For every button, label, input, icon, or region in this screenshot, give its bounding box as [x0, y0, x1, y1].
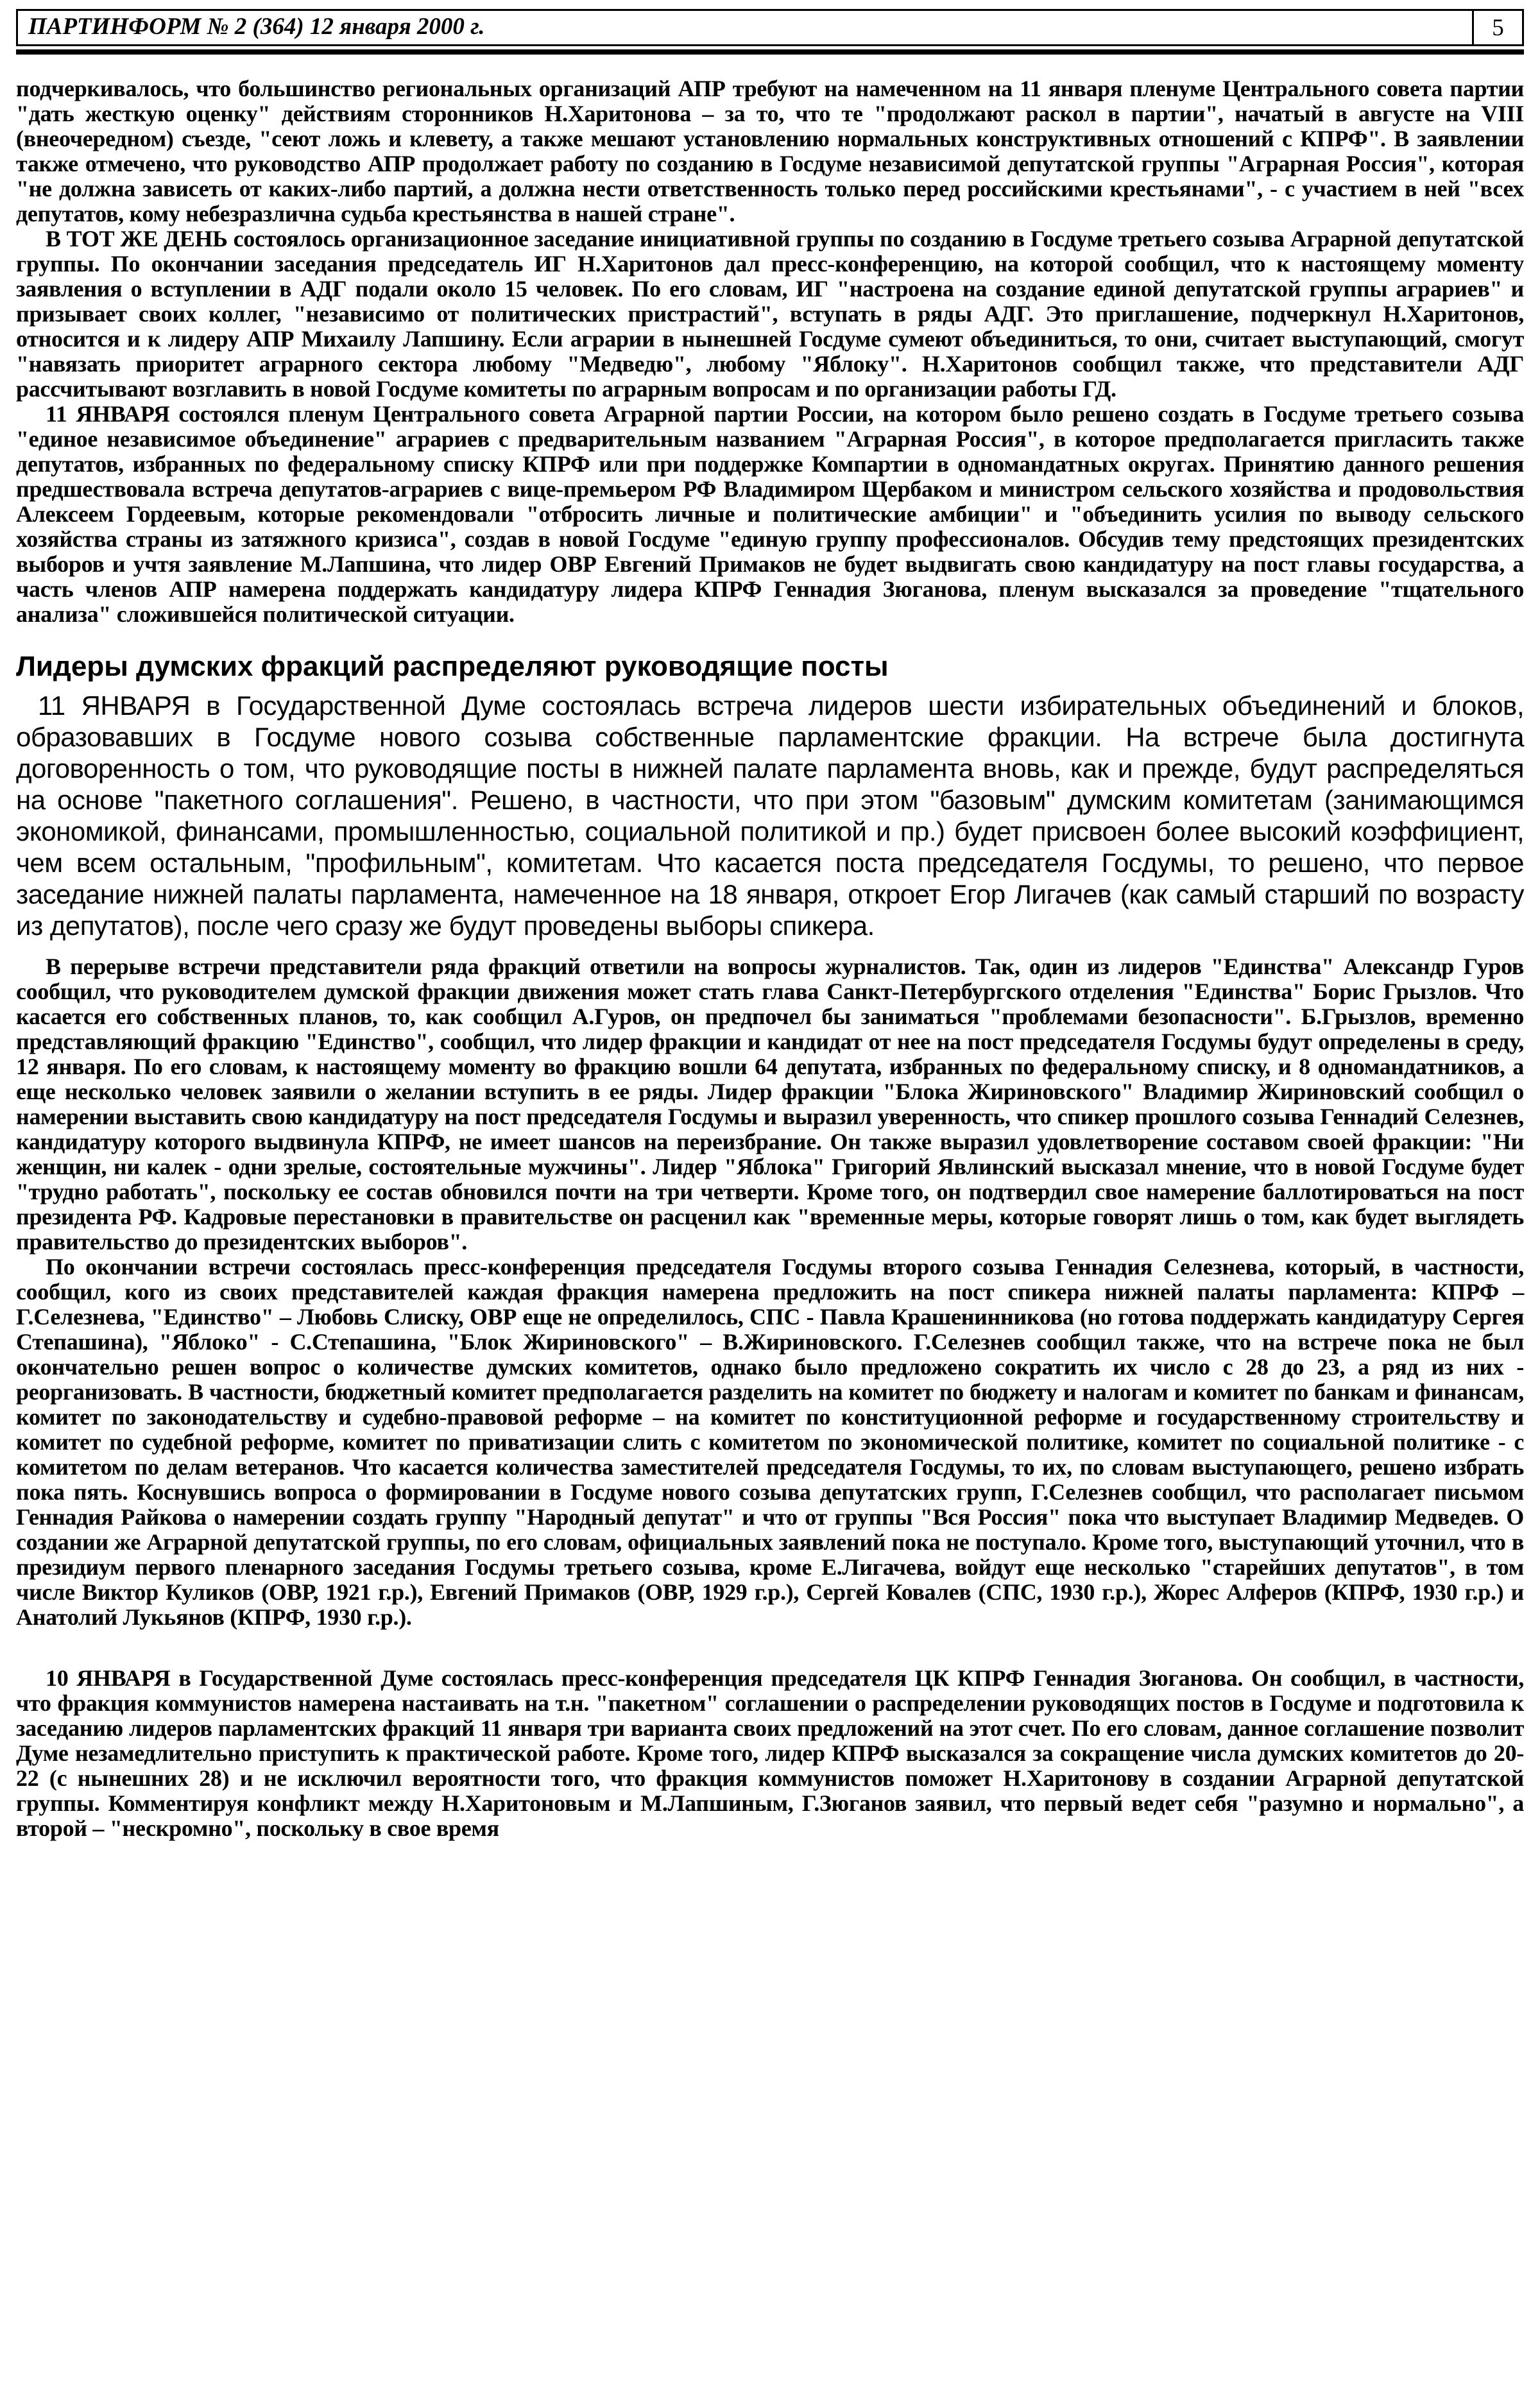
page-number: 5: [1492, 14, 1504, 41]
header-rule: [16, 49, 1524, 55]
paragraph-jan11-plenum: 11 ЯНВАРЯ состоялся пленум Центрального совета Аграрной партии России, на котором было решено создать в Госдуме третьего созыва "единое независимое объединение" аграриев с предварительным названием "Аграрная Россия", в которое предполагается пригласить также депутатов, избранных по федеральному списку КПРФ или при поддержке Компартии в одномандатных округах. Принятию данного решения предшествовала встреча депутатов-аграриев с вице-премьером РФ Владимиром Щербаком и министром сельского хозяйства и продовольствия Алексеем Гордеевым, которые рекомендовали "отбросить личные и политические амбиции" и "объединить усилия по выводу сельского хозяйства страны из затяжного кризиса", создав в новой Госдуме "единую группу профессионалов. Обсудив тему предстоящих президентских выборов и учтя заявление М.Лапшина, что лидер ОВР Евгений Примаков не будет выдвигать свою кандидатуру на пост главы государства, а часть членов АПР намерена поддержать кандидатуру лидера КПРФ Геннадия Зюганова, пленум высказался за проведение "тщательного анализа" сложившейся политической ситуации.: [16, 401, 1524, 627]
newsletter-title-box: [16, 9, 1474, 46]
page-header: [16, 9, 1524, 46]
paragraph-same-day-meeting: В ТОТ ЖЕ ДЕНЬ состоялось организационное заседание инициативной группы по созданию в Госдуме третьего созыва Аграрной депутатской группы. По окончании заседания председатель ИГ Н.Харитонов дал пресс-конференцию, на которой сообщил, что к настоящему моменту заявления о вступлении в АДГ подали около 15 человек. По его словам, ИГ "настроена на создание единой депутатской группы аграриев" и призывает своих коллег, "независимо от политических пристрастий", вступать в ряды АДГ. Это приглашение, подчеркнул Н.Харитонов, относится и к лидеру АПР Михаилу Лапшину. Если аграрии в нынешней Госдуме сумеют объединиться, то они, считает выступающий, смогут "навязать приоритет аграрного сектора любому "Медведю", любому "Яблоку". Н.Харитонов сообщил также, что представители АДГ рассчитывают возглавить в новой Госдуме комитеты по аграрным вопросам и по организации работы ГД.: [16, 226, 1524, 402]
lead-paragraph: 11 ЯНВАРЯ в Государственной Думе состоялась встреча лидеров шести избирательных объединений и блоков, образовавших в Госдуме нового созыва собственные парламентские фракции. На встрече была достигнута договоренность о том, что руководящие посты в нижней палате парламента вновь, как и прежде, будут распределяться на основе "пакетного соглашения". Решено, в частности, что при этом "базовым" думским комитетам (занимающимся экономикой, финансами, промышленностью, социальной политикой и пр.) будет присвоен более высокий коэффициент, чем всем остальным, "профильным", комитетам. Что касается поста председателя Госдумы, то решено, что первое заседание нижней палаты парламента, намеченное на 18 января, откроет Егор Лигачев (как самый старший по возрасту из депутатов), после чего сразу же будут проведены выборы спикера.: [16, 690, 1524, 941]
page-number-box: [1474, 9, 1524, 46]
paragraph-faction-interviews: В перерыве встречи представители ряда фракций ответили на вопросы журналистов. Так, один из лидеров "Единства" Александр Гуров сообщил, что руководителем думской фракции движения может стать глава Санкт-Петербургского отделения "Единства" Борис Грызлов. Что касается его собственных планов, то, как сообщил А.Гуров, он предпочел бы заниматься "проблемами безопасности". Б.Грызлов, временно представляющий фракцию "Единство", сообщил, что лидер фракции и кандидат от нее на пост председателя Госдумы будут определены в среду, 12 января. По его словам, к настоящему моменту во фракцию вошли 64 депутата, избранных по федеральному списку, и 8 одномандатников, а еще несколько человек заявили о желании вступить в ее ряды. Лидер фракции "Блока Жириновского" Владимир Жириновский сообщил о намерении выставить свою кандидатуру на пост председателя Госдумы и выразил уверенность, что спикер прошлого созыва Геннадий Селезнев, кандидатуру которого выдвинула КПРФ, не имеет шансов на переизбрание. Он также выразил удовлетворение составом своей фракции: "Ни женщин, ни калек - одни зрелые, состоятельные мужчины". Лидер "Яблока" Григорий Явлинский высказал мнение, что в новой Госдуме будет "трудно работать", поскольку ее состав обновился почти на три четверти. Кроме того, он подтвердил свое намерение баллотироваться на пост президента РФ. Кадровые перестановки в правительстве он расценил как "временные меры, которые говорят лишь о том, как будет выглядеть правительство до президентских выборов".: [16, 954, 1524, 1255]
paragraph-seleznev-press-conf: По окончании встречи состоялась пресс-конференция председателя Госдумы второго созыва Геннадия Селезнева, который, в частности, сообщил, кого из своих представителей каждая фракция намерена предложить на пост спикера нижней палаты парламента: КПРФ – Г.Селезнева, "Единство" – Любовь Слиску, ОВР еще не определилось, СПС - Павла Крашенинникова (но готова поддержать кандидатуру Сергея Степашина), "Яблоко" - С.Степашина, "Блок Жириновского" – В.Жириновского. Г.Селезнев сообщил также, что на встрече пока не был окончательно решен вопрос о количестве думских комитетов, однако было предложено сократить их число с 28 до 23, а ряд из них - реорганизовать. В частности, бюджетный комитет предполагается разделить на комитет по бюджету и налогам и комитет по банкам и финансам, комитет по законодательству и судебно-правовой реформе – на комитет по конституционной реформе и государственному строительству и комитет по судебной реформе, комитет по приватизации слить с комитетом по экономической политике, комитет по социальной политике - с комитетом по делам ветеранов. Что касается количества заместителей председателя Госдумы, то их, по словам выступающего, решено избрать пока пять. Коснувшись вопроса о формировании в Госдуме нового созыва депутатских групп, Г.Селезнев сообщил, что располагает письмом Геннадия Райкова о намерении создать группу "Народный депутат" и что от группы "Вся Россия" пока что выступает Владимир Медведев. О создании же Аграрной депутатской группы, по его словам, официальных заявлений пока не поступало. Кроме того, выступающий уточнил, что в президиум первого пленарного заседания Госдумы третьего созыва, кроме Е.Лигачева, войдут еще несколько "старейших депутатов", в том числе Виктор Куликов (ОВР, 1921 г.р.), Евгений Примаков (ОВР, 1929 г.р.), Сергей Ковалев (СПС, 1930 г.р.), Жорес Алферов (КПРФ, 1930 г.р.) и Анатолий Лукьянов (КПРФ, 1930 г.р.).: [16, 1254, 1524, 1630]
page-body: [16, 76, 1524, 1841]
paragraph-apr-regional: подчеркивалось, что большинство региональных организаций АПР требуют на намеченном на 11 января пленуме Центрального совета партии "дать жесткую оценку" действиям сторонников Н.Харитонова – за то, что те "продолжают раскол в партии", начатый в августе на VIII (внеочередном) съезде, "сеют ложь и клевету, а также мешают установлению нормальных конструктивных отношений с КПРФ". В заявлении также отмечено, что руководство АПР продолжает работу по созданию в Госдуме независимой депутатской группы "Аграрная Россия", которая "не должна зависеть от каких-либо партий, а должна нести ответственность только перед российскими крестьянами", - с участием в ней "всех депутатов, кому небезразлична судьба крестьянства в нашей стране".: [16, 76, 1524, 227]
section-heading: Лидеры думских фракций распределяют руководящие посты: [16, 651, 889, 682]
paragraph-jan10-zyuganov: 10 ЯНВАРЯ в Государственной Думе состоялась пресс-конференция председателя ЦК КПРФ Геннадия Зюганова. Он сообщил, в частности, что фракция коммунистов намерена настаивать на т.н. "пакетном" соглашении о распределении руководящих постов в Госдуме и подготовила к заседанию лидеров парламентских фракций 11 января три варианта своих предложений на этот счет. По его словам, данное соглашение позволит Думе незамедлительно приступить к практической работе. Кроме того, лидер КПРФ высказался за сокращение числа думских комитетов до 20-22 (с нынешних 28) и не исключил вероятности того, что фракция коммунистов поможет Н.Харитонову в создании Аграрной депутатской группы. Комментируя конфликт между Н.Харитоновым и М.Лапшиным, Г.Зюганов заявил, что первый ведет себя "разумно и нормально", а второй – "нескромно", поскольку в свое время: [16, 1665, 1524, 1841]
newsletter-title: ПАРТИНФОРМ № 2 (364) 12 января 2000 г.: [28, 13, 485, 40]
